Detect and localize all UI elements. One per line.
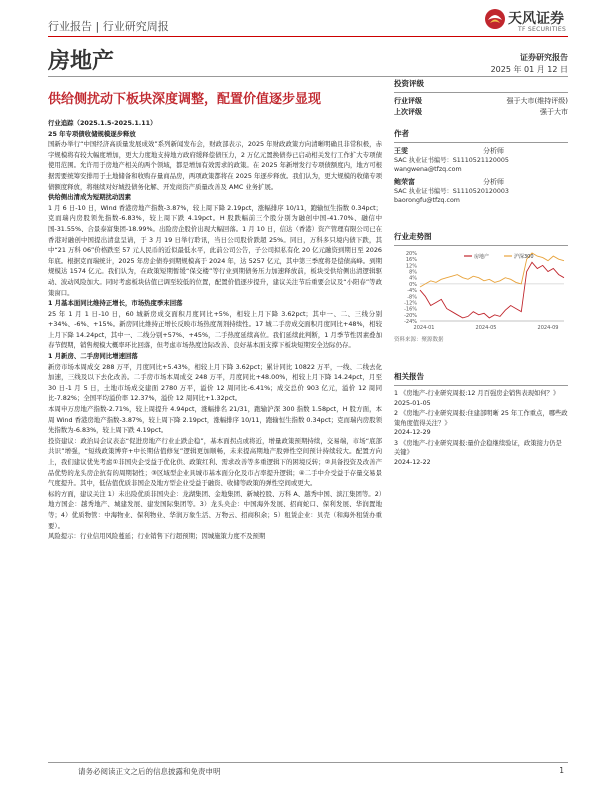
- authors-heading: 作者: [394, 129, 409, 138]
- rating-label: 行业评级: [394, 97, 422, 105]
- related-report-date: 2025-01-05: [394, 399, 431, 407]
- y-tick-label: 16%: [405, 257, 417, 264]
- body-paragraph: 国新办举行“中国经济高质量发展成效”系列新闻发布会，财政部表示，2025 年财政政策方向清晰明确且非常积极，赤字规模将有较大幅度增加，更大力度地支持地方政府缓释偿债压力，2 万亿元置换债券已启动相关发行工作扩大专项债使用范围。允许用于房地产相关的两个领域，都是增加有效需求的政策。在 2025 年新增发行专项债额度内，地方可根据需要统筹安排用于土地储备和收购存量商品房，两项政策都将在 2025 年逐步释放。我们认为，更大规模的收储专项债额度释放，将继续对好城投债务化解、开发商资产质量改善及 AMC 业务扩展。: [48, 140, 382, 191]
- sidebar-divider: [394, 385, 568, 386]
- rating-row: [394, 96, 568, 107]
- chart-source: 资料来源：聚源数据: [394, 337, 444, 343]
- report-category: 证券研究报告: [520, 53, 568, 62]
- y-tick-label: -16%: [404, 306, 417, 313]
- body-paragraph: 新房市场本周成交 288 万平，月度同比+5.43%，相较上月下降 3.62pct；累计同比 10822 万平，一线、二线去化加速，三线及以下去化改善。二手房市场本周成交 248 万平，月度同比+48.00%，相较上月下降 14.24pct，月至 30 日-1 月 5 日，土地市场成交建面 2780 万平，溢价 12 周同比-6.41%；成交总价 903 亿元，溢价 12 周同比-7.82%；全国平均溢价率 12.37%，溢价 12 周同比+1.32pct。: [48, 362, 382, 403]
- related-report-title[interactable]: 3 《房地产-行业研究周报:量价企稳继续验证，政策接力仍是关键》: [394, 439, 562, 456]
- body-paragraph: 风险提示：行业信用风险蔓延；行业销售下行超预期；因城施策力度不及预期: [48, 532, 266, 541]
- trend-chart: [394, 249, 568, 333]
- legend-label: 沪深300: [514, 254, 534, 260]
- author-cert: SAC 执业证书编号：S1110520120003: [394, 188, 509, 195]
- author-role: 分析师: [483, 147, 504, 155]
- report-title: 供给侧扰动下板块深度调整，配置价值逐步显现: [48, 92, 322, 107]
- y-tick-label: 0%: [409, 281, 417, 288]
- rating-value: 强于大市(维持评级): [506, 97, 568, 105]
- related-report-date: 2024-12-29: [394, 429, 431, 436]
- legend-label: 房地产: [474, 254, 490, 260]
- rating-row: [394, 107, 568, 118]
- header-divider: [48, 36, 568, 37]
- y-tick-label: -4%: [407, 288, 417, 295]
- section-heading: 1 月基本面同比维持正增长，市场热度季末回落: [48, 299, 183, 308]
- author-role: 分析师: [483, 178, 504, 186]
- y-tick-label: -24%: [404, 319, 417, 325]
- body-paragraph: 25 年 1 月 1 日-10 日，60 城新房成交面积月度同比+5%，相较上月下降 3.62pct；其中一、二、三线分别+34%、-6%、+15%。新房同比维持正增长反映市场热度剂剂持续性。17 城二手房成交面积月度同比+48%，相较上月下降 14.24pct，其中一、二线分别+57%、+45%，二手热度延续高位。我们延续此判断，1 月季节性因素叠加春节假期，销售规模大概率环比回落，但考虑市场热度边际改善、良好基本面支撑下板块短期安全边际仍存。: [48, 309, 382, 350]
- author-block: [394, 178, 568, 205]
- disclaimer-footer: 请务必阅读正文之后的信息披露和免责申明: [78, 767, 221, 776]
- section-heading: 行业追踪（2025.1.5-2025.1.11）: [48, 119, 157, 127]
- series-line-real-estate: [420, 262, 564, 318]
- author-name: 鲍荣富: [394, 178, 415, 186]
- body-paragraph: 本周申万房地产指数-2.71%，较上周提升 4.94pct，涨幅排名 21/31，跑输沪深 300 指数 1.58pct，H 股方面，本周 Wind 香港房地产指数-3.87%，较上周下降 2.19pct，涨幅排序 10/11，跑输恒生指数 0.34pct；克而瑞内房股领先指数为-6.83%，较上周下跌 4.19pct。: [48, 405, 382, 435]
- trend-chart-svg: [394, 249, 568, 333]
- author-cert: SAC 执业证书编号：S1110521120005: [394, 157, 509, 164]
- rating-label: 上次评级: [394, 108, 422, 116]
- section-heading: 25 年专项债收储规模逐步释放: [48, 129, 136, 138]
- sidebar-divider: [394, 245, 568, 246]
- sidebar-divider: [394, 142, 568, 143]
- author-email[interactable]: wangwena@tfzq.com: [394, 166, 462, 173]
- logo-text-en: TF SECURITIES: [518, 26, 567, 33]
- body-paragraph: 标的方面，建议关注 1）未出险优质非国央企：龙湖集团、金地集团、新城控股、万科 A、越秀中国、滨江集团等。2）地方国企：越秀地产、城建发展、建发国际集团等。3）龙头央企：中国海外发展、招商蛇口、保利发展、华润置地等；4）优质物管：中海物业、保利物业、华润万象生活、万物云、招商积余；5）租赁企业：贝壳（和海外租赁办重要）。: [48, 489, 382, 530]
- sidebar: [394, 76, 568, 468]
- y-tick-label: -20%: [404, 312, 417, 319]
- related-report-title[interactable]: 1 《房地产-行业研究周报:12 月百强房企销售表现如何？》: [394, 390, 560, 397]
- rating-value: 强于大市: [540, 108, 568, 116]
- y-tick-label: 12%: [405, 263, 417, 270]
- related-report-title[interactable]: 2 《房地产-行业研究周报:住建部明晰 25 年工作重点，哪些政策角度值得关注？》: [394, 410, 568, 427]
- author-name: 王雯: [394, 147, 408, 155]
- main-body: [48, 118, 382, 542]
- sidebar-divider: [394, 92, 568, 93]
- y-tick-label: -12%: [404, 300, 417, 307]
- author-block: [394, 147, 568, 174]
- related-report-date: 2024-12-22: [394, 458, 431, 466]
- related-heading: 相关报告: [394, 372, 424, 381]
- related-report-item[interactable]: [394, 389, 568, 408]
- y-tick-label: -8%: [407, 294, 417, 301]
- y-tick-label: 8%: [409, 269, 417, 276]
- section-heading: 供给侧出清成为短期扰动因素: [48, 193, 132, 202]
- trend-heading: 行业走势图: [394, 232, 432, 241]
- footer-divider: [48, 762, 568, 763]
- section-heading: 1 月新房、二手房同比增速回落: [48, 352, 138, 361]
- report-date: 2025 年 01 月 12 日: [490, 65, 568, 74]
- related-list: [394, 389, 568, 467]
- y-tick-label: 20%: [405, 251, 417, 257]
- rating-heading: 投资评级: [394, 79, 424, 88]
- y-tick-label: 4%: [409, 275, 417, 282]
- x-tick-label: 2024-01: [413, 325, 435, 331]
- report-header: [48, 11, 568, 36]
- body-paragraph: 1 月 6 日-10 日，Wind 香港房地产指数-3.87%，较上周下降 2.19pct，涨幅排序 10/11，跑输恒生指数 0.34pct；克而瑞内房股领先指数-6.83%，较上周下跌 4.19pct。H 股跌幅前三个股分别为融创中国-41.70%、融信中国-31.55%、合景泰富集团-18.99%。出险房企股价出现大幅回落。1 月 10 日，信达（香港）资产管理有限公司已在香港对融创中国提出清盘呈请，于 3 月 19 日举行聆讯，当日公司股价跌超 25%。同日，万科多只境内债下跌，其中“21 万科 06”价格跌至 57 元人民币的近似最低水平，此前公司公告，子公司拟私有化 20 亿元融资到期日至 2026 年底。根据克而瑞统计，2025 年房企债券到期规模高于 2024 年，达 5257 亿元，其中第三季度将是偿债高峰。到期规模达 1574 亿元。我们认为，在政策短期暂缓“保交楼”等行业到期债务压力加速释放前，板块受供给侧出清逻辑驱动、波动风险加大。同时考虑板块估值已调至较低的位置，配置价值逐步提升，建议关注节后重要会议及“小阳春”等政策窗口。: [48, 203, 382, 297]
- x-tick-label: 2024-05: [475, 325, 497, 331]
- page-number: 1: [559, 766, 564, 775]
- body-paragraph: 投资建议：政治局会议表态“促进房地产行业止跌企稳”，基本面拐点或将近，增量政策预期持续，交易端，市场“底部共识”增强，“短线政策博弈+中长期估值修复”逻辑更加顺畅，未来提高期地产股弹性空间预计持续较大。配置方向上，我们建议优先考虑①非国央企受益于优化供、政策红利、需求改善等多重逻辑下的困境反转；②具备投资及改善产品优势的龙头房企抗有的周期韧性；③区域型企业具城市基本面分化及市占率提升逻辑；④二手中介受益于存量交易景气度提升。其中，低估值优质非国企及地方型企业受益于融资、收储等政策的弹性空间或更大。: [48, 436, 382, 488]
- report-type: 行业报告 | 行业研究周报: [48, 20, 169, 33]
- related-report-item[interactable]: [394, 439, 568, 468]
- tf-securities-logo-icon: [484, 8, 506, 30]
- related-report-item[interactable]: [394, 409, 568, 438]
- author-email[interactable]: baorongfu@tfzq.com: [394, 197, 460, 204]
- series-line-csi300: [420, 253, 564, 287]
- logo-text: 天风证券: [508, 11, 564, 27]
- x-tick-label: 2024-09: [537, 325, 559, 331]
- sector-title: 房地产: [48, 49, 115, 74]
